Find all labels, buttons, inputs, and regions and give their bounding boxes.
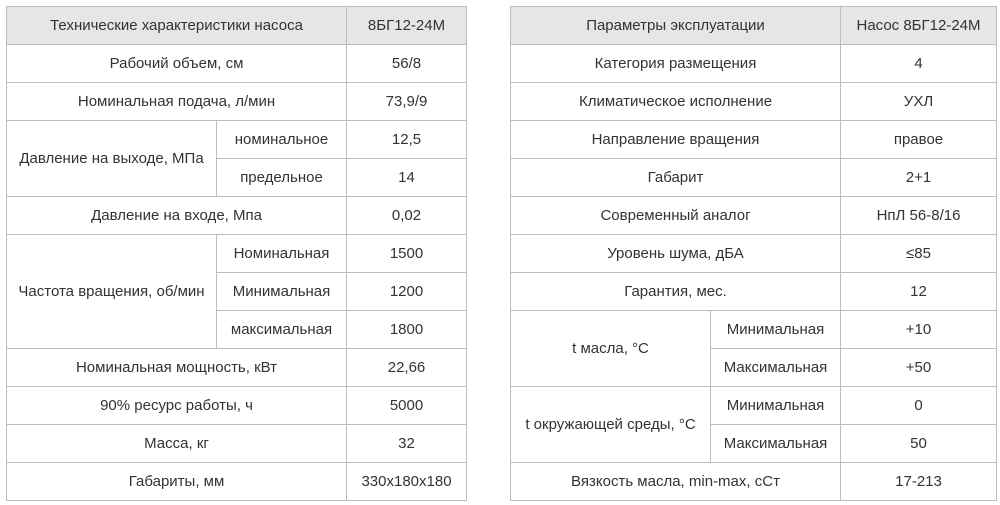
table-header-row (7, 7, 467, 45)
table-row (7, 235, 467, 273)
row-sublabel: Минимальная (711, 311, 841, 349)
row-value: НпЛ 56-8/16 (841, 197, 997, 235)
table-row (511, 235, 997, 273)
row-sublabel: номинальное (217, 121, 347, 159)
table-row (7, 45, 467, 83)
row-value: 0,02 (347, 197, 467, 235)
table-row (7, 83, 467, 121)
row-sublabel: Минимальная (217, 273, 347, 311)
row-label: Рабочий объем, см (7, 45, 347, 83)
table-row (7, 349, 467, 387)
row-value: 50 (841, 425, 997, 463)
row-label: Номинальная подача, л/мин (7, 83, 347, 121)
operating-params-table (510, 6, 997, 501)
row-value: 4 (841, 45, 997, 83)
table-header-row (511, 7, 997, 45)
row-label: Давление на входе, Мпа (7, 197, 347, 235)
row-value: 73,9/9 (347, 83, 467, 121)
row-value: 1800 (347, 311, 467, 349)
row-sublabel: Максимальная (711, 349, 841, 387)
row-value: +50 (841, 349, 997, 387)
column-header: 8БГ12-24М (347, 7, 467, 45)
table-row (511, 159, 997, 197)
row-value: 14 (347, 159, 467, 197)
table-row (511, 83, 997, 121)
table-row (511, 273, 997, 311)
row-label: Вязкость масла, min-max, сСт (511, 463, 841, 501)
row-label: Габариты, мм (7, 463, 347, 501)
row-value: 1500 (347, 235, 467, 273)
table-row (7, 197, 467, 235)
row-value: 1200 (347, 273, 467, 311)
row-sublabel: Номинальная (217, 235, 347, 273)
row-label: t окружающей среды, °С (511, 387, 711, 463)
row-value: 12,5 (347, 121, 467, 159)
row-label: 90% ресурс работы, ч (7, 387, 347, 425)
row-label: Гарантия, мес. (511, 273, 841, 311)
table-row (511, 197, 997, 235)
table-row (7, 463, 467, 501)
row-label: Направление вращения (511, 121, 841, 159)
table-row (511, 463, 997, 501)
row-value: +10 (841, 311, 997, 349)
row-value: УХЛ (841, 83, 997, 121)
row-value: 5000 (347, 387, 467, 425)
row-value: ≤85 (841, 235, 997, 273)
row-value: правое (841, 121, 997, 159)
row-value: 330x180x180 (347, 463, 467, 501)
row-label: Климатическое исполнение (511, 83, 841, 121)
row-value: 22,66 (347, 349, 467, 387)
row-sublabel: предельное (217, 159, 347, 197)
table-row (7, 387, 467, 425)
row-label: Современный аналог (511, 197, 841, 235)
table-row (511, 121, 997, 159)
row-value: 56/8 (347, 45, 467, 83)
column-header: Технические характеристики насоса (7, 7, 347, 45)
pump-specs-table (6, 6, 467, 501)
table-row (511, 311, 997, 349)
row-value: 2+1 (841, 159, 997, 197)
row-sublabel: максимальная (217, 311, 347, 349)
row-sublabel: Максимальная (711, 425, 841, 463)
row-label: t масла, °С (511, 311, 711, 387)
row-sublabel: Минимальная (711, 387, 841, 425)
table-row (511, 45, 997, 83)
table-row (511, 387, 997, 425)
row-label: Масса, кг (7, 425, 347, 463)
table-row (7, 425, 467, 463)
row-value: 17-213 (841, 463, 997, 501)
row-label: Габарит (511, 159, 841, 197)
row-label: Частота вращения, об/мин (7, 235, 217, 349)
column-header: Параметры эксплуатации (511, 7, 841, 45)
row-label: Категория размещения (511, 45, 841, 83)
row-label: Уровень шума, дБА (511, 235, 841, 273)
row-value: 12 (841, 273, 997, 311)
row-label: Номинальная мощность, кВт (7, 349, 347, 387)
row-value: 0 (841, 387, 997, 425)
table-row (7, 121, 467, 159)
column-header: Насос 8БГ12-24М (841, 7, 997, 45)
row-label: Давление на выходе, МПа (7, 121, 217, 197)
row-value: 32 (347, 425, 467, 463)
